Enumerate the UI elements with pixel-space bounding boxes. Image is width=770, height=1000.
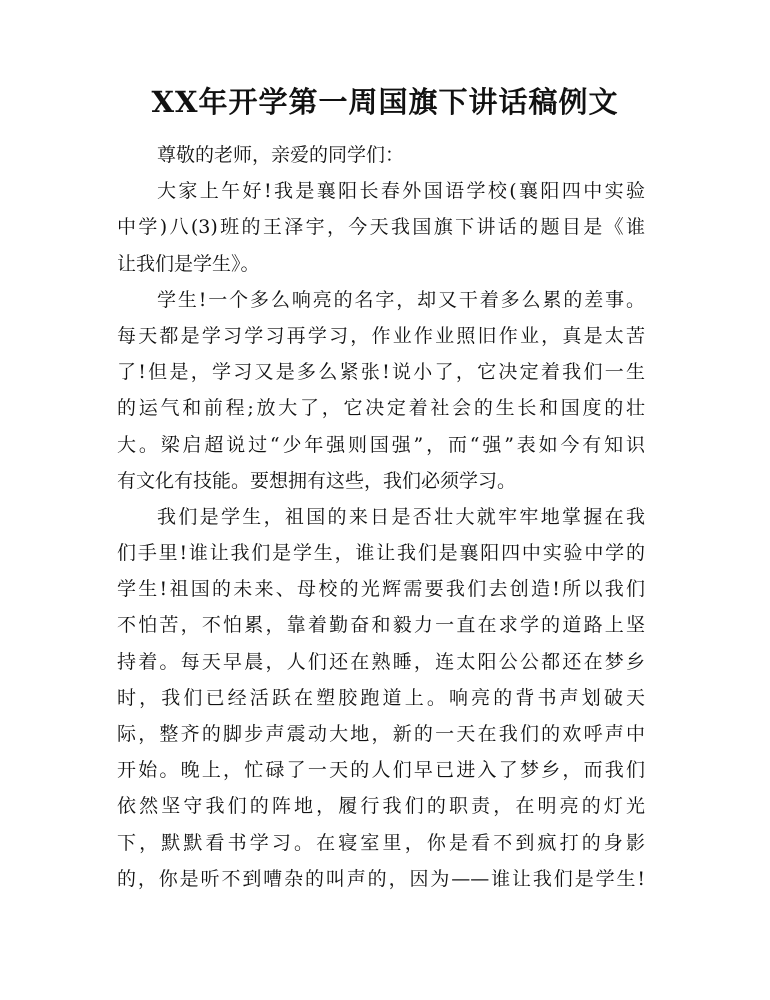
text-line: 际，整齐的脚步声震动大地，新的一天在我们的欢呼声中 (117, 723, 645, 745)
text-line: 有文化有技能。要想拥有这些，我们必须学习。 (117, 469, 517, 492)
text-line: 每天都是学习学习再学习，作业作业照旧作业，真是太苦 (117, 324, 645, 347)
document-title: XX年开学第一周国旗下讲话稿例文 (151, 85, 619, 119)
text-line: 们手里!谁让我们是学生，谁让我们是襄阳四中实验中学的 (117, 542, 645, 565)
text-line: 的运气和前程;放大了，它决定着社会的生长和国度的壮 (117, 397, 645, 420)
text-line: 我们是学生，祖国的来日是否壮大就牢牢地掌握在我 (157, 505, 645, 528)
text-line: 的，你是听不到嘈杂的叫声的，因为——谁让我们是学生! (117, 867, 645, 890)
text-line: 下，默默看书学习。在寝室里，你是看不到疯打的身影 (117, 831, 645, 854)
text-line: 了!但是，学习又是多么紧张!说小了，它决定着我们一生 (117, 361, 645, 384)
text-line: 中学)八(3)班的王泽宇，今天我国旗下讲话的题目是《谁 (117, 216, 645, 239)
document-body (117, 137, 645, 897)
text-line: 开始。晚上，忙碌了一天的人们早已进入了梦乡，而我们 (117, 759, 645, 782)
text-line: 让我们是学生》。 (117, 252, 260, 275)
text-line: 依然坚守我们的阵地，履行我们的职责，在明亮的灯光 (117, 795, 645, 818)
text-line: 时，我们已经活跃在塑胶跑道上。响亮的背书声划破天 (117, 686, 645, 709)
text-line: 尊敬的老师，亲爱的同学们： (157, 144, 405, 166)
text-line: 不怕苦，不怕累，靠着勤奋和毅力一直在求学的道路上坚 (117, 614, 645, 637)
text-line: 大。梁启超说过“少年强则国强”，而“强”表如今有知识 (117, 433, 645, 456)
text-line: 大家上午好!我是襄阳长春外国语学校(襄阳四中实验 (157, 180, 645, 203)
text-line: 持着。每天早晨，人们还在熟睡，连太阳公公都还在梦乡 (117, 650, 645, 673)
text-line: 学生!一个多么响亮的名字，却又干着多么累的差事。 (157, 288, 645, 311)
text-line: 学生!祖国的未来、母校的光辉需要我们去创造!所以我们 (117, 578, 645, 601)
